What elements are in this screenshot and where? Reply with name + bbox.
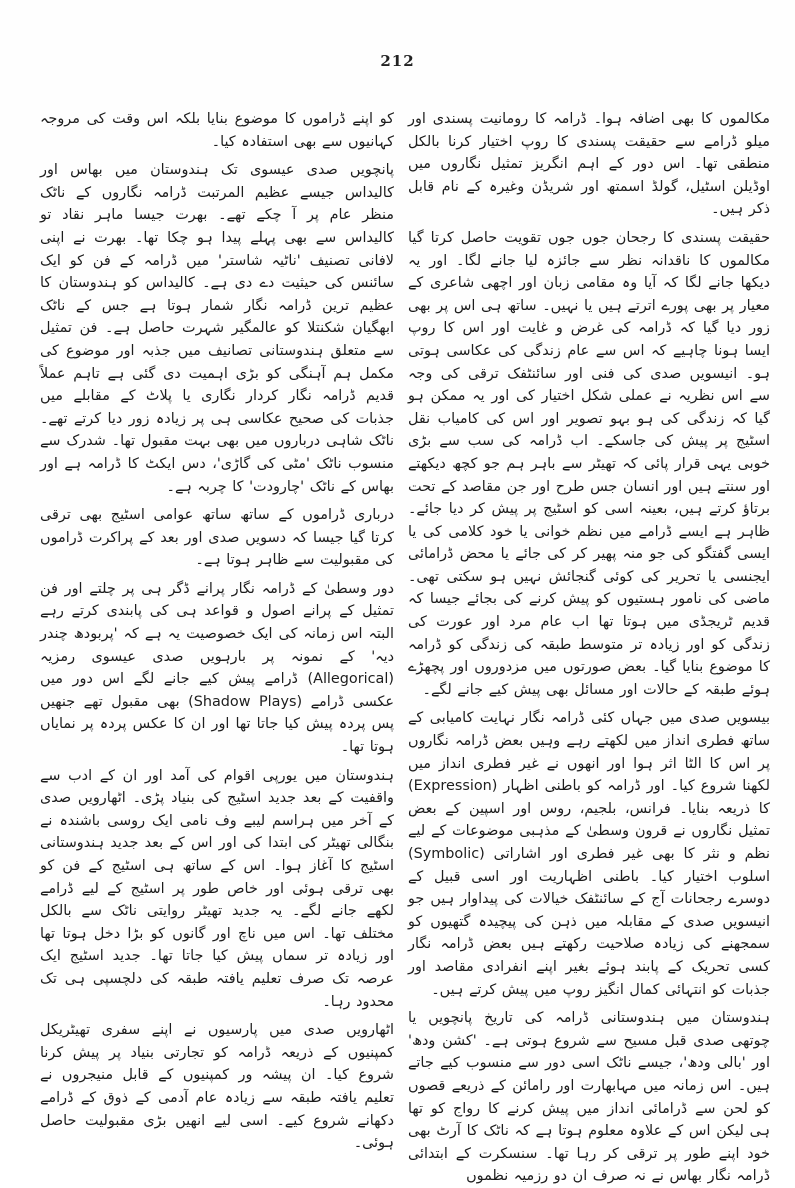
paragraph: مکالموں کا بھی اضافہ ہوا۔ ڈرامہ کا رومانیت پسندی اور میلو ڈرامے سے حقیقت پسندی کا روپ اختیار کرنا بالکل منطقی تھا۔ اس دور کے اہم انگریز تمثیل نگاروں میں اوڈیلن اسٹیل، گولڈ اسمتھ اور شریڈن وغیرہ کے نام قابل ذکر ہیں۔	[408, 111, 770, 218]
column-gutter	[397, 108, 398, 1058]
paragraph: ہندوستان میں ہندوستانی ڈرامہ کی تاریخ پانچویں یا چوتھی صدی قبل مسیح سے شروع ہوتی ہے۔ 'کشن ودھ' اور 'بالی ودھ'، جیسے ناٹک اسی دور سے منسوب کیے جاتے ہیں۔ اس زمانہ میں مہابھارت اور رامائن کے ذریعے قصوں کو لحن سے ڈرامائی انداز میں پیش کرنے کا رواج کو تھا ہی لیکن اس کے علاوہ معلوم ہوتا ہے کہ ناٹک کا آرٹ بھی خود اپنے طور پر ترقی کر رہا تھا۔ سنسکرت کے ابتدائی ڈرامہ نگار بھاس نے نہ صرف ان دو رزمیہ نظموں	[408, 1010, 770, 1185]
paragraph: حقیقت پسندی کا رجحان جوں جوں تقویت حاصل کرتا گیا مکالموں کا ناقدانہ نظر سے جائزہ لیا جانے لگا۔ اور یہ دیکھا جانے لگا کہ آیا وہ مقامی زبان اور اچھی شاعری کے معیار پر بھی پورے اترتے ہیں یا نہیں۔ ساتھ ہی اس پر بھی زور دیا گیا کہ ڈرامہ کی غرض و غایت اور اس کا روپ ایسا ہونا چاہیے کہ اس سے عام زندگی کی عکاسی ہوتی ہو۔ انیسویں صدی کی فنی اور سائنٹفک ترقی کی وجہ سے اس نظریہ نے عملی شکل اختیار کی اور یہ ممکن ہو گیا کہ زندگی کی ہو بہو تصویر اور اس کی کامیاب نقل اسٹیج پر پیش کی جاسکے۔ اب ڈرامہ کی سب سے بڑی خوبی یہی قرار پائی کہ تھیٹر سے باہر ہم جو کچھ دیکھتے اور سنتے ہیں اور انسان جس طرح اور جن مقاصد کے تحت برتاؤ کرتے ہیں، بعینہ اسی کو اسٹیج پر پیش کر دیا جائے۔ ظاہر ہے ایسے ڈرامے میں نظم خوانی یا خود کلامی کی یا ایسی گفتگو کی جو منہ پھیر کر کی جائے یا محض ڈرامائی ایجنسی یا تحریر کی کوئی گنجائش نہیں ہو سکتی تھی۔ ماضی کی نامور ہستیوں کو پیش کرنے کی بجائے جیسا کہ قدیم ٹریجڈی میں ہوتا تھا اب عام مرد اور عورت کی زندگی کو اور زیادہ تر متوسط طبقہ کی زندگی کو ڈرامہ کا موضوع بنایا گیا۔ بعض صورتوں میں مزدوروں اور پچھڑے ہوئے طبقہ کے حالات اور مسائل بھی پیش کیے جانے لگے۔	[408, 229, 770, 698]
paragraph: دور وسطیٰ کے ڈرامہ نگار پرانے ڈگر ہی پر چلتے اور فن تمثیل کے پرانے اصول و قواعد ہی کی پابندی کرتے رہے البتہ اس زمانہ کی ایک خصوصیت یہ ہے کہ 'پربودھ چندر دیہ' کے نمونہ پر بارہویں صدی عیسوی رمزیہ (Allegorical) ڈرامے پیش کیے جانے لگے اس دور میں عکسی ڈرامے (Shadow Plays) بھی مقبول تھے جنھیں پس پردہ پیش کیا جاتا تھا اور ان کا عکس پردہ پر نمایاں ہوتا تھا۔	[40, 580, 394, 756]
paragraph: درباری ڈراموں کے ساتھ ساتھ عوامی اسٹیج بھی ترقی کرتا گیا جیسا کہ دسویں صدی اور بعد کے پراکرت ڈراموں کی مقبولیت سے ظاہر ہوتا ہے۔	[40, 507, 394, 569]
page-number: 212	[380, 52, 415, 70]
paragraph: اٹھارویں صدی میں پارسیوں نے اپنے سفری تھیٹریکل کمپنیوں کے ذریعہ ڈرامہ کو تجارتی بنیاد پر پیش کرنا شروع کیا۔ ان پیشہ ور کمپنیوں کے قابل منیجروں نے تعلیم یافتہ طبقہ سے زیادہ عام آدمی کے ذوق کے ڈرامے دکھانے شروع کیے۔ اسی لیے انھیں بڑی مقبولیت حاصل ہوئی۔	[40, 1022, 394, 1152]
paragraph: بیسویں صدی میں جہاں کئی ڈرامہ نگار نہایت کامیابی کے ساتھ فطری انداز میں لکھتے رہے وہیں بعض ڈرامہ نگاروں پر اس کا الٹا اثر ہوا اور انھوں نے غیر فطری انداز میں لکھنا شروع کیا۔ اور ڈرامہ کو باطنی اظہار (Expression) کا ذریعہ بنایا۔ فرانس، بلجیم، روس اور اسپین کے بعض تمثیل نگاروں نے قرون وسطیٰ کے مذہبی موضوعات کے لیے نظم و نثر کا بھی غیر فطری اور اشاراتی (Symbolic) اسلوب اختیار کیا۔ باطنی اظہاریت اور اسی قبیل کے دوسرے رجحانات آج کے سائنٹفک خیالات کی پیداوار ہیں جو انیسویں صدی کے مقابلہ میں ذہن کی پیچیدہ گتھیوں کو سمجھنے کی زیادہ صلاحیت رکھتے ہیں بعض ڈرامہ نگار کسی تحریک کے پابند ہوئے بغیر اپنے انفرادی مقاصد اور جذبات کو انتہائی کمال انگیز روپ میں پیش کرتے ہیں۔	[408, 710, 770, 998]
left-text-column	[40, 108, 394, 1152]
paragraph: پانچویں صدی عیسوی تک ہندوستان میں بھاس اور کالیداس جیسے عظیم المرتبت ڈرامہ نگاروں کے ناٹک منظر عام پر آ چکے تھے۔ بھرت جیسا ماہر نقاد تو کالیداس سے بھی پہلے پیدا ہو چکا تھا۔ بھرت نے اپنی لافانی تصنیف 'ناٹیہ شاستر' میں ڈرامہ کے فن کو ایک سائنس کی حیثیت دے دی ہے۔ کالیداس کو ہندوستان کا عظیم ترین ڈرامہ نگار شمار ہوتا ہے جس کے ناٹک ابھگیان شکنتلا کو عالمگیر شہرت حاصل ہے۔ فن تمثیل سے متعلق ہندوستانی تصانیف میں جذبہ اور موضوع کی مکمل ہم آہنگی کو بڑی اہمیت دی گئی ہے تاہم عملاً قدیم ڈرامہ نگار کردار نگاری یا پلاٹ کے مقابلے میں جذبات کی صحیح عکاسی ہی پر زیادہ زور دیا کرتے تھے۔ ناٹک شاہی درباروں میں بھی بہت مقبول تھا۔ شدرک سے منسوب ناٹک 'مٹی کی گاڑی'، دس ایکٹ کا ڈرامہ ہے اور بھاس کے ناٹک 'چارودت' کا چربہ ہے۔	[40, 162, 394, 495]
right-text-column	[408, 108, 770, 1185]
paragraph: ہندوستان میں یورپی اقوام کی آمد اور ان کے ادب سے واقفیت کے بعد جدید اسٹیج کی بنیاد پڑی۔ اٹھارویں صدی کے آخر میں ہراسم لیبے وف نامی ایک روسی باشندہ نے بنگالی تھیٹر کی ابتدا کی اور اس کے بعد جدید ہندوستانی اسٹیج کا آغاز ہوا۔ اس کے ساتھ ہی اسٹیج کے فن کو بھی ترقی ہوئی اور خاص طور پر اسٹیج کے لیے ڈرامے لکھے جانے لگے۔ یہ جدید تھیٹر روایتی ناٹک سے بالکل مختلف تھا۔ اس میں ناچ اور گانوں کو بڑا دخل ہوتا تھا اور زیادہ تر سماں پیش کیا جاتا تھا۔ جدید اسٹیج ایک عرصہ تک صرف تعلیم یافتہ طبقہ کی دلچسپی ہی تک محدود رہا۔	[40, 767, 394, 1010]
paragraph: کو اپنے ڈراموں کا موضوع بنایا بلکہ اس وقت کی مروجہ کہانیوں سے بھی استفادہ کیا۔	[40, 111, 394, 150]
